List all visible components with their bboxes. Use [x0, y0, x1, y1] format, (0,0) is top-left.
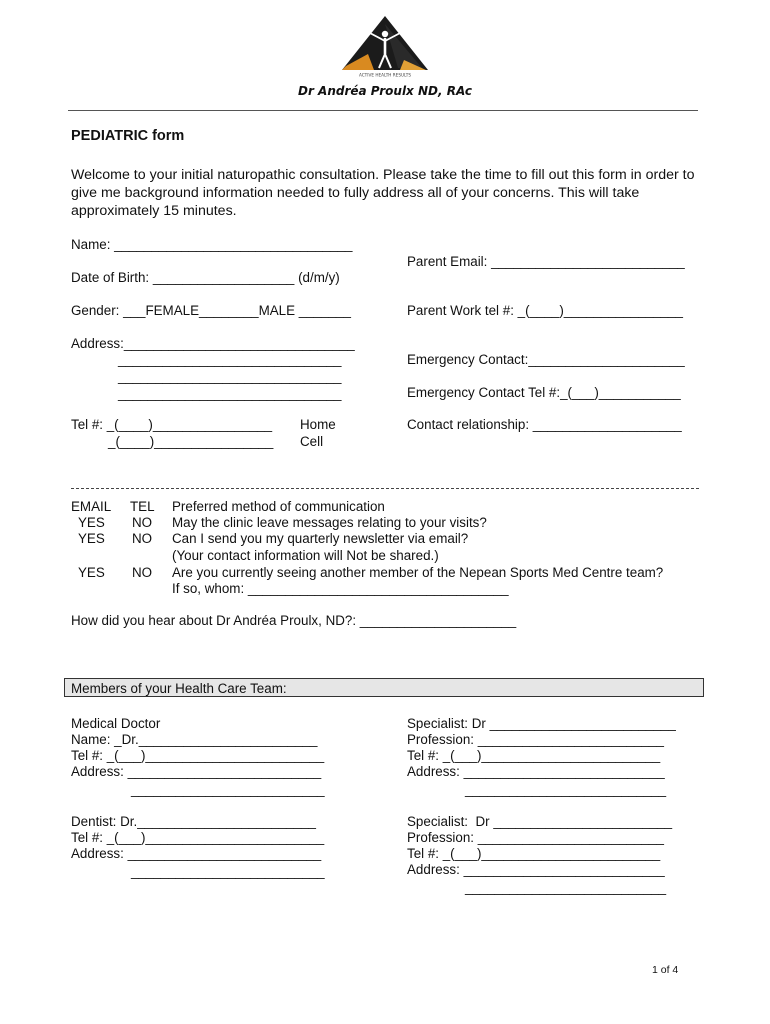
dentist-field[interactable]: Dentist: Dr.________________________ — [71, 814, 316, 829]
section-divider — [71, 488, 699, 489]
option-no-2[interactable]: NO — [132, 531, 153, 546]
referral-field[interactable]: How did you hear about Dr Andréa Proulx, ND?: _____________________ — [71, 613, 517, 628]
medical-doctor-title: Medical Doctor — [71, 716, 161, 731]
privacy-note: (Your contact information will Not be shared.) — [172, 548, 439, 563]
specialist-1-tel-field[interactable]: Tel #: _(___)________________________ — [407, 748, 661, 763]
health-team-heading: Members of your Health Care Team: — [64, 678, 704, 697]
page-number: 1 of 4 — [652, 964, 679, 976]
option-yes-3[interactable]: YES — [78, 565, 105, 580]
dob-field[interactable]: Date of Birth: ___________________ (d/m/y) — [71, 270, 340, 285]
intro-paragraph: Welcome to your initial naturopathic consultation. Please take the time to fill out this form in order to give me background information needed to fully address all of your concerns. This will take approximately 15 minutes. — [71, 167, 695, 219]
specialist-1-address-field[interactable]: Address: ___________________________ — [407, 764, 665, 779]
question-newsletter: Can I send you my quarterly newsletter via email? — [172, 531, 469, 546]
emergency-contact-field[interactable]: Emergency Contact:_____________________ — [407, 352, 685, 367]
svg-text:ACTIVE HEALTH RESULTS: ACTIVE HEALTH RESULTS — [358, 72, 412, 78]
dentist-address-line-2[interactable]: __________________________ — [131, 864, 325, 879]
medical-doctor-name-field[interactable]: Name: _Dr.________________________ — [71, 732, 318, 747]
address-line-4[interactable]: ______________________________ — [118, 386, 342, 401]
name-field[interactable]: Name: ________________________________ — [71, 237, 353, 252]
parent-email-field[interactable]: Parent Email: __________________________ — [407, 254, 685, 269]
specialist-2-profession-field[interactable]: Profession: _________________________ — [407, 830, 664, 845]
tel-cell-label: Cell — [300, 434, 324, 449]
address-field[interactable]: Address:_______________________________ — [71, 336, 355, 351]
specialist-1-address-line-2[interactable]: ___________________________ — [465, 782, 667, 797]
doctor-name: Dr Andréa Proulx ND, RAc — [298, 84, 472, 98]
emergency-tel-field[interactable]: Emergency Contact Tel #:_(___)___________ — [407, 385, 681, 400]
option-no-3[interactable]: NO — [132, 565, 153, 580]
option-yes-1[interactable]: YES — [78, 515, 105, 530]
specialist-2-tel-field[interactable]: Tel #: _(___)________________________ — [407, 846, 661, 861]
address-line-3[interactable]: ______________________________ — [118, 369, 342, 384]
communication-heading: Preferred method of communication — [172, 499, 385, 514]
tel-home-label: Home — [300, 417, 336, 432]
dentist-tel-field[interactable]: Tel #: _(___)________________________ — [71, 830, 325, 845]
specialist-2-address-field[interactable]: Address: ___________________________ — [407, 862, 665, 877]
question-messages: May the clinic leave messages relating to your visits? — [172, 515, 487, 530]
medical-doctor-tel-field[interactable]: Tel #: _(___)________________________ — [71, 748, 325, 763]
dentist-address-field[interactable]: Address: __________________________ — [71, 846, 322, 861]
specialist-2-address-line-2[interactable]: ___________________________ — [465, 880, 667, 895]
specialist-1-profession-field[interactable]: Profession: _________________________ — [407, 732, 664, 747]
specialist-2-field[interactable]: Specialist: Dr ________________________ — [407, 814, 673, 829]
tel-home-field[interactable]: Tel #: _(____)________________ — [71, 417, 273, 432]
header-divider — [68, 110, 698, 111]
option-yes-2[interactable]: YES — [78, 531, 105, 546]
form-title: PEDIATRIC form — [71, 128, 185, 144]
question-team-member: Are you currently seeing another member of the Nepean Sports Med Centre team? — [172, 565, 664, 580]
address-line-2[interactable]: ______________________________ — [118, 352, 342, 367]
tel-cell-field[interactable]: _(____)________________ — [108, 434, 274, 449]
if-so-whom-field[interactable]: If so, whom: ___________________________________ — [172, 581, 509, 596]
contact-relationship-field[interactable]: Contact relationship: ____________________ — [407, 417, 682, 432]
medical-doctor-address-line-2[interactable]: __________________________ — [131, 782, 325, 797]
clinic-logo — [338, 14, 432, 78]
specialist-1-field[interactable]: Specialist: Dr _________________________ — [407, 716, 676, 731]
parent-work-tel-field[interactable]: Parent Work tel #: _(____)________________ — [407, 303, 683, 318]
col-tel-header: TEL — [130, 499, 155, 514]
gender-field[interactable]: Gender: ___FEMALE________MALE _______ — [71, 303, 351, 318]
col-email-header: EMAIL — [71, 499, 112, 514]
medical-doctor-address-field[interactable]: Address: __________________________ — [71, 764, 322, 779]
option-no-1[interactable]: NO — [132, 515, 153, 530]
